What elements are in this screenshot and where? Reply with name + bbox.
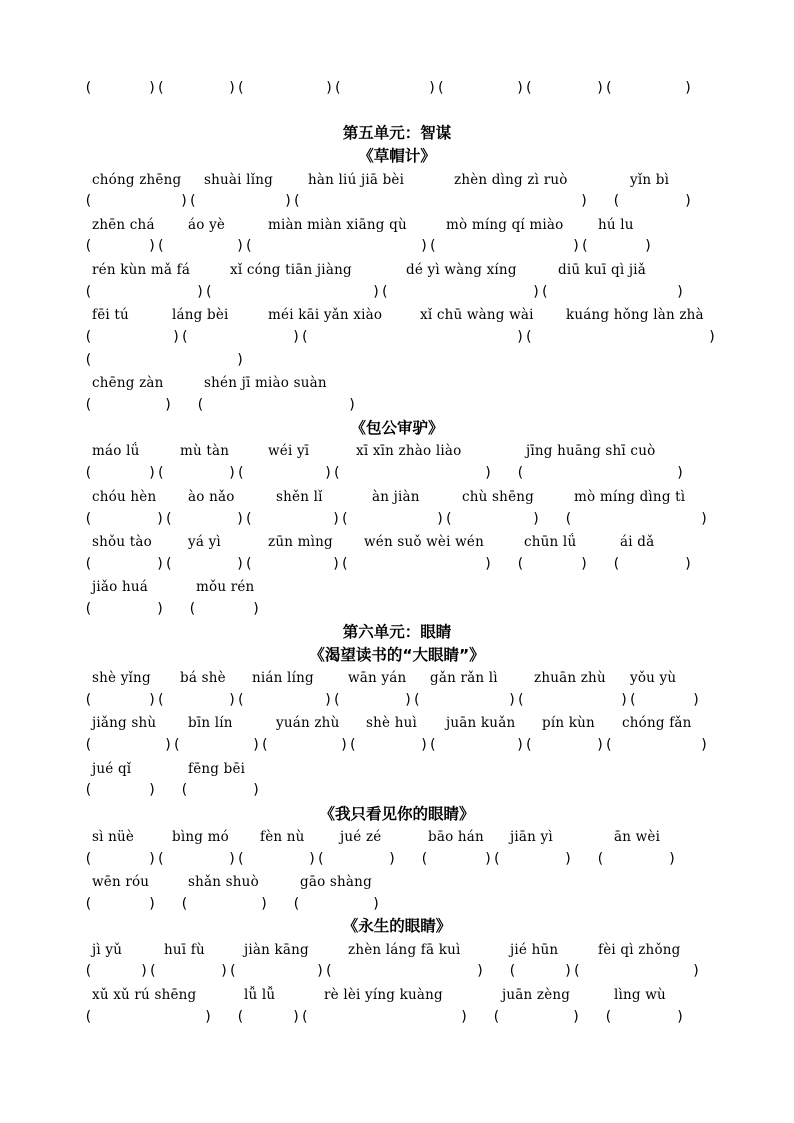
answer-bracket: )(: [532, 284, 549, 300]
answer-blanks-row: [0, 395, 794, 415]
pinyin-word: dé yì wàng xíng: [406, 262, 517, 278]
answer-bracket: (: [516, 556, 525, 572]
answer-bracket: ): [164, 397, 173, 413]
pinyin-word: bìng mó: [172, 829, 229, 845]
pinyin-word: ào nǎo: [188, 489, 235, 505]
answer-blanks-row: [0, 554, 794, 574]
pinyin-word: juān zèng: [502, 987, 571, 1003]
answer-bracket: (: [612, 193, 621, 209]
lesson-title: 《永生的眼睛》: [342, 917, 452, 935]
answer-bracket: )(: [596, 737, 613, 753]
pinyin-word: jué zé: [340, 829, 382, 845]
answer-bracket: ): [644, 238, 653, 254]
pinyin-word: sì nüè: [92, 829, 135, 845]
answer-bracket: ): [580, 193, 589, 209]
pinyin-row: [0, 940, 794, 960]
pinyin-word: áo yè: [188, 217, 226, 233]
answer-bracket: ): [692, 692, 701, 708]
pinyin-word: yuán zhù: [276, 715, 340, 731]
answer-bracket: )(: [148, 80, 165, 96]
pinyin-word: jīng huāng shī cuò: [526, 443, 656, 459]
pinyin-word: jiǎng shù: [92, 715, 157, 731]
answer-bracket: )(: [148, 238, 165, 254]
pinyin-word: jiǎo huá: [92, 579, 149, 595]
answer-bracket: ): [708, 329, 717, 345]
answer-bracket: (: [84, 284, 93, 300]
lesson-title: 《包公审驴》: [350, 419, 444, 437]
answer-bracket: )(: [228, 851, 245, 867]
answer-bracket: ): [676, 284, 685, 300]
answer-bracket: )(: [220, 963, 237, 979]
pinyin-word: gāo shàng: [300, 874, 372, 890]
pinyin-word: xǐ chū wàng wài: [420, 307, 534, 323]
answer-bracket: ): [252, 782, 261, 798]
pinyin-row: [0, 827, 794, 847]
answer-bracket: (: [516, 465, 525, 481]
answer-bracket: (: [84, 238, 93, 254]
answer-blanks-row: [0, 961, 794, 981]
answer-bracket: (: [292, 896, 301, 912]
pinyin-word: hú lu: [598, 217, 634, 233]
answer-bracket: (: [492, 1009, 501, 1025]
answer-bracket: )(: [332, 511, 349, 527]
answer-bracket: ): [204, 1009, 213, 1025]
pinyin-word: jiàn kāng: [244, 942, 309, 958]
answer-blanks-row: [0, 463, 794, 483]
answer-bracket: ): [684, 80, 693, 96]
answer-bracket: )(: [596, 80, 613, 96]
pinyin-row: [0, 872, 794, 892]
pinyin-word: bá shè: [180, 670, 226, 686]
answer-blanks-row: [0, 350, 794, 370]
pinyin-word: nián líng: [252, 670, 314, 686]
answer-bracket: )(: [236, 556, 253, 572]
answer-bracket: )(: [372, 284, 389, 300]
pinyin-word: jì yǔ: [92, 942, 123, 958]
answer-bracket: )(: [196, 284, 213, 300]
answer-bracket: (: [84, 737, 93, 753]
answer-bracket: )(: [484, 851, 501, 867]
pinyin-word: lìng wù: [614, 987, 666, 1003]
pinyin-word: chēng zàn: [92, 375, 164, 391]
answer-bracket: (: [84, 329, 93, 345]
answer-bracket: (: [84, 352, 93, 368]
answer-bracket: )(: [148, 465, 165, 481]
answer-blanks-row: [0, 735, 794, 755]
answer-bracket: )(: [332, 556, 349, 572]
pinyin-word: àn jiàn: [372, 489, 420, 505]
pinyin-row: [0, 305, 794, 325]
pinyin-word: xǐ cóng tiān jiàng: [230, 262, 352, 278]
answer-bracket: (: [84, 193, 93, 209]
answer-bracket: )(: [564, 963, 581, 979]
pinyin-word: bīn lín: [188, 715, 233, 731]
pinyin-word: yǐn bì: [630, 172, 670, 188]
answer-bracket: )(: [236, 511, 253, 527]
answer-bracket: ): [580, 556, 589, 572]
pinyin-row: [0, 668, 794, 688]
pinyin-word: shěn lǐ: [276, 489, 323, 505]
pinyin-word: fèn nù: [260, 829, 305, 845]
answer-bracket: ): [148, 896, 157, 912]
answer-bracket: ): [388, 851, 397, 867]
answer-bracket: )(: [325, 80, 342, 96]
answer-bracket: ): [156, 601, 165, 617]
answer-bracket: ): [252, 601, 261, 617]
pinyin-word: chóng zhēng: [92, 172, 182, 188]
answer-blanks-row: [0, 191, 794, 211]
pinyin-word: rén kùn mǎ fá: [92, 262, 191, 278]
pinyin-word: ān wèi: [614, 829, 661, 845]
answer-bracket: ): [684, 193, 693, 209]
answer-bracket: ): [148, 782, 157, 798]
pinyin-word: láng bèi: [172, 307, 229, 323]
pinyin-word: zūn mìng: [268, 534, 333, 550]
answer-bracket: )(: [156, 511, 173, 527]
pinyin-word: ái dǎ: [620, 534, 655, 550]
answer-bracket: )(: [404, 692, 421, 708]
pinyin-word: shuài lǐng: [204, 172, 273, 188]
answer-bracket: ): [564, 851, 573, 867]
pinyin-word: yǒu yù: [630, 670, 677, 686]
answer-bracket: )(: [148, 851, 165, 867]
answer-bracket: )(: [436, 511, 453, 527]
pinyin-word: shén jī miào suàn: [204, 375, 327, 391]
pinyin-word: zhèn láng fā kuì: [348, 942, 461, 958]
answer-bracket: )(: [140, 963, 157, 979]
pinyin-word: fēi tú: [92, 307, 129, 323]
pinyin-word: máo lǘ: [92, 443, 140, 459]
answer-bracket: )(: [316, 963, 333, 979]
answer-blanks-row: [0, 1007, 794, 1027]
pinyin-word: shǎn shuò: [188, 874, 259, 890]
lesson-title: 《我只看见你的眼睛》: [319, 805, 475, 823]
answer-bracket: (: [84, 896, 93, 912]
answer-bracket: (: [196, 397, 205, 413]
pinyin-row: [0, 170, 794, 190]
pinyin-row: [0, 759, 794, 779]
answer-bracket: ): [676, 465, 685, 481]
answer-bracket: ): [684, 556, 693, 572]
answer-bracket: )(: [236, 238, 253, 254]
pinyin-row: [0, 441, 794, 461]
answer-bracket: ): [372, 896, 381, 912]
answer-bracket: (: [236, 1009, 245, 1025]
lesson-title: 《草帽计》: [358, 147, 436, 165]
pinyin-word: xī xīn zhào liào: [356, 443, 462, 459]
pinyin-word: chù shēng: [462, 489, 534, 505]
pinyin-row: [0, 373, 794, 393]
pinyin-word: yá yì: [188, 534, 221, 550]
answer-bracket: ): [484, 556, 493, 572]
pinyin-word: wān yán: [348, 670, 407, 686]
pinyin-word: wēn róu: [92, 874, 150, 890]
answer-bracket: (: [84, 397, 93, 413]
answer-bracket: (: [84, 851, 93, 867]
answer-bracket: (: [420, 851, 429, 867]
answer-bracket: (: [188, 601, 197, 617]
answer-bracket: (: [596, 851, 605, 867]
answer-bracket: ): [668, 851, 677, 867]
pinyin-word: juān kuǎn: [446, 715, 516, 731]
answer-bracket: ): [692, 963, 701, 979]
answer-bracket: (: [508, 963, 517, 979]
pinyin-word: diū kuī qì jiǎ: [558, 262, 647, 278]
answer-bracket: ): [572, 1009, 581, 1025]
answer-bracket: )(: [516, 737, 533, 753]
answer-bracket: ): [348, 397, 357, 413]
pinyin-word: rè lèi yíng kuàng: [324, 987, 443, 1003]
answer-bracket: ): [676, 1009, 685, 1025]
answer-bracket: )(: [228, 465, 245, 481]
pinyin-word: huī fù: [164, 942, 205, 958]
pinyin-word: shǒu tào: [92, 534, 152, 550]
answer-blanks-row: [0, 780, 794, 800]
pinyin-row: [0, 215, 794, 235]
answer-bracket: ): [460, 1009, 469, 1025]
answer-blanks-row: [0, 78, 794, 98]
answer-bracket: (: [84, 556, 93, 572]
pinyin-word: miàn miàn xiāng qù: [268, 217, 407, 233]
answer-blanks-row: [0, 599, 794, 619]
answer-bracket: (: [84, 782, 93, 798]
answer-bracket: )(: [172, 329, 189, 345]
pinyin-word: mò míng dìng tì: [574, 489, 686, 505]
answer-bracket: ): [260, 896, 269, 912]
pinyin-word: zhēn chá: [92, 217, 155, 233]
answer-bracket: (: [604, 1009, 613, 1025]
answer-bracket: )(: [292, 1009, 309, 1025]
answer-bracket: )(: [420, 238, 437, 254]
pinyin-row: [0, 985, 794, 1005]
answer-bracket: )(: [252, 737, 269, 753]
pinyin-word: zhuān zhù: [534, 670, 606, 686]
answer-bracket: )(: [148, 692, 165, 708]
answer-bracket: )(: [428, 80, 445, 96]
pinyin-word: shè yǐng: [92, 670, 151, 686]
answer-bracket: (: [84, 1009, 93, 1025]
answer-bracket: ): [532, 511, 541, 527]
pinyin-row: [0, 260, 794, 280]
answer-bracket: (: [180, 896, 189, 912]
answer-blanks-row: [0, 327, 794, 347]
answer-bracket: )(: [508, 692, 525, 708]
answer-bracket: )(: [292, 329, 309, 345]
pinyin-word: chūn lǘ: [524, 534, 577, 550]
pinyin-word: méi kāi yǎn xiào: [268, 307, 383, 323]
answer-bracket: )(: [340, 737, 357, 753]
pinyin-word: wén suǒ wèi wén: [364, 534, 484, 550]
pinyin-word: jié hūn: [510, 942, 559, 958]
answer-bracket: ): [476, 963, 485, 979]
unit-title: 第五单元：智谋: [342, 124, 452, 142]
pinyin-word: xǔ xǔ rú shēng: [92, 987, 197, 1003]
pinyin-row: [0, 487, 794, 507]
pinyin-row: [0, 577, 794, 597]
pinyin-row: [0, 532, 794, 552]
answer-bracket: )(: [324, 465, 341, 481]
pinyin-word: mù tàn: [180, 443, 230, 459]
answer-bracket: ): [700, 737, 709, 753]
pinyin-word: pín kùn: [542, 715, 595, 731]
answer-bracket: (: [564, 511, 573, 527]
pinyin-word: fēng bēi: [188, 761, 246, 777]
answer-bracket: )(: [284, 193, 301, 209]
pinyin-word: jué qǐ: [92, 761, 132, 777]
pinyin-word: zhèn dìng zì ruò: [454, 172, 568, 188]
pinyin-word: shè huì: [366, 715, 418, 731]
answer-bracket: )(: [308, 851, 325, 867]
pinyin-word: chóu hèn: [92, 489, 157, 505]
pinyin-word: fèi qì zhǒng: [598, 942, 681, 958]
answer-bracket: )(: [516, 80, 533, 96]
unit-title: 第六单元：眼睛: [342, 623, 452, 641]
pinyin-word: mò míng qí miào: [446, 217, 564, 233]
answer-bracket: )(: [180, 193, 197, 209]
answer-bracket: ): [484, 465, 493, 481]
answer-bracket: )(: [228, 692, 245, 708]
answer-bracket: )(: [228, 80, 245, 96]
answer-blanks-row: [0, 282, 794, 302]
answer-bracket: )(: [156, 556, 173, 572]
lesson-title: 《渴望读书的“大眼睛”》: [309, 646, 485, 664]
answer-bracket: (: [84, 601, 93, 617]
pinyin-row: [0, 713, 794, 733]
answer-bracket: (: [84, 963, 93, 979]
answer-bracket: (: [180, 782, 189, 798]
pinyin-word: lǚ lǚ: [244, 987, 276, 1003]
pinyin-word: wéi yī: [268, 443, 310, 459]
pinyin-word: chóng fǎn: [622, 715, 692, 731]
answer-bracket: (: [84, 511, 93, 527]
answer-bracket: (: [84, 465, 93, 481]
answer-blanks-row: [0, 509, 794, 529]
pinyin-word: kuáng hǒng làn zhà: [566, 307, 704, 323]
answer-bracket: )(: [324, 692, 341, 708]
answer-bracket: )(: [572, 238, 589, 254]
answer-bracket: ): [700, 511, 709, 527]
pinyin-word: bāo hán: [428, 829, 484, 845]
answer-blanks-row: [0, 849, 794, 869]
answer-blanks-row: [0, 690, 794, 710]
answer-bracket: (: [84, 80, 93, 96]
pinyin-word: jiān yì: [510, 829, 553, 845]
answer-bracket: (: [612, 556, 621, 572]
answer-bracket: )(: [420, 737, 437, 753]
pinyin-word: mǒu rén: [196, 579, 255, 595]
answer-blanks-row: [0, 894, 794, 914]
answer-bracket: ): [236, 352, 245, 368]
answer-bracket: )(: [516, 329, 533, 345]
pinyin-word: gǎn rǎn lì: [430, 670, 498, 686]
answer-bracket: )(: [620, 692, 637, 708]
answer-blanks-row: [0, 236, 794, 256]
answer-bracket: )(: [164, 737, 181, 753]
pinyin-word: hàn liú jiā bèi: [308, 172, 405, 188]
answer-bracket: (: [84, 692, 93, 708]
